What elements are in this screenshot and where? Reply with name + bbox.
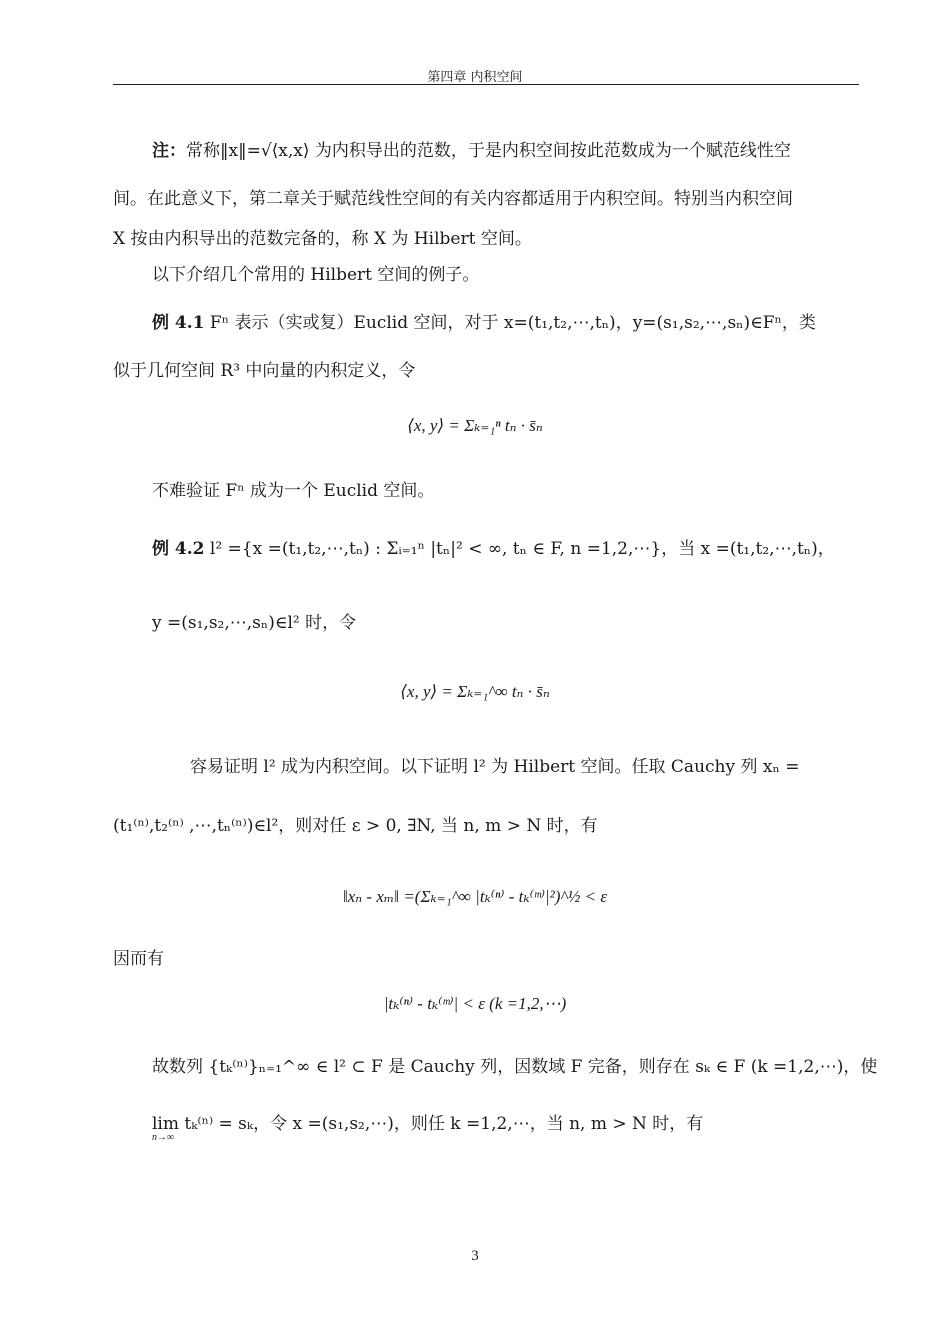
page-number: 3 [471,1248,479,1264]
header-rule [113,84,859,85]
limit-subscript: n→∞ [152,1132,175,1143]
inner-product-formula-finite: ⟨x, y⟩ = Σₖ₌₁ⁿ tₙ · s̄ₙ [407,416,543,435]
example-4-2-line-1 [152,538,835,560]
therefore-line: 因而有 [113,949,164,969]
note-line-2: 间。在此意义下，第二章关于赋范线性空间的有关内容都适用于内积空间。特别当内积空间 [113,189,793,209]
proof-line-3: 故数列 {tₖ⁽ⁿ⁾}ₙ₌₁^∞ ∈ l² ⊂ F 是 Cauchy 列，因数域 F 完备，则存在 sₖ ∈ F (k =1,2,⋯)，使 [152,1057,878,1077]
example-4-2-label: 例 4.2 [152,539,205,559]
inner-product-formula-infinite: ⟨x, y⟩ = Σₖ₌₁^∞ tₙ · s̄ₙ [400,682,550,701]
coordinate-bound-formula: |tₖ⁽ⁿ⁾ - tₖ⁽ᵐ⁾| < ε (k =1,2,⋯) [383,994,567,1013]
example-4-2-text: l² ={x =(t₁,t₂,⋯,tₙ) : Σᵢ₌₁ⁿ |tₙ|² < ∞, tₙ ∈ F, n =1,2,⋯}，当 x =(t₁,t₂,⋯,tₙ)， [209,539,835,559]
proof-line-4: lim tₖ⁽ⁿ⁾ = sₖ，令 x =(s₁,s₂,⋯)，则任 k =1,2,⋯，当 n, m > N 时，有 [152,1114,704,1134]
example-4-1-label: 例 4.1 [152,313,205,333]
note-line-1: 常称‖x‖=√⟨x,x⟩ 为内积导出的范数，于是内积空间按此范数成为一个赋范线性空 [186,141,791,161]
cauchy-norm-formula: ‖xₙ - xₘ‖ =(Σₖ₌₁^∞ |tₖ⁽ⁿ⁾ - tₖ⁽ᵐ⁾|²)^½ < ε [342,887,608,906]
note-label: 注： [152,141,186,161]
intro-line: 以下介绍几个常用的 Hilbert 空间的例子。 [152,265,480,285]
example-4-2-line-2: y =(s₁,s₂,⋯,sₙ)∈l² 时，令 [152,613,357,633]
proof-line-1: 容易证明 l² 成为内积空间。以下证明 l² 为 Hilbert 空间。任取 Cauchy 列 xₙ = [190,757,800,777]
example-4-1-line-1 [152,312,816,334]
example-4-1-conclusion: 不难验证 Fⁿ 成为一个 Euclid 空间。 [152,481,435,501]
example-4-1-text: Fⁿ 表示（实或复）Euclid 空间，对于 x=(t₁,t₂,⋯,tₙ)，y=(s₁,s₂,⋯,sₙ)∈Fⁿ，类 [209,313,816,333]
proof-line-2: (t₁⁽ⁿ⁾,t₂⁽ⁿ⁾ ,⋯,tₙ⁽ⁿ⁾)∈l²，则对任 ε > 0, ∃N, 当 n, m > N 时，有 [113,816,598,836]
example-4-1-line-2: 似于几何空间 R³ 中向量的内积定义，令 [113,361,416,381]
note-line-3: X 按由内积导出的范数完备的，称 X 为 Hilbert 空间。 [113,229,532,249]
note-paragraph [152,140,791,162]
running-header: 第四章 内积空间 [427,70,523,85]
